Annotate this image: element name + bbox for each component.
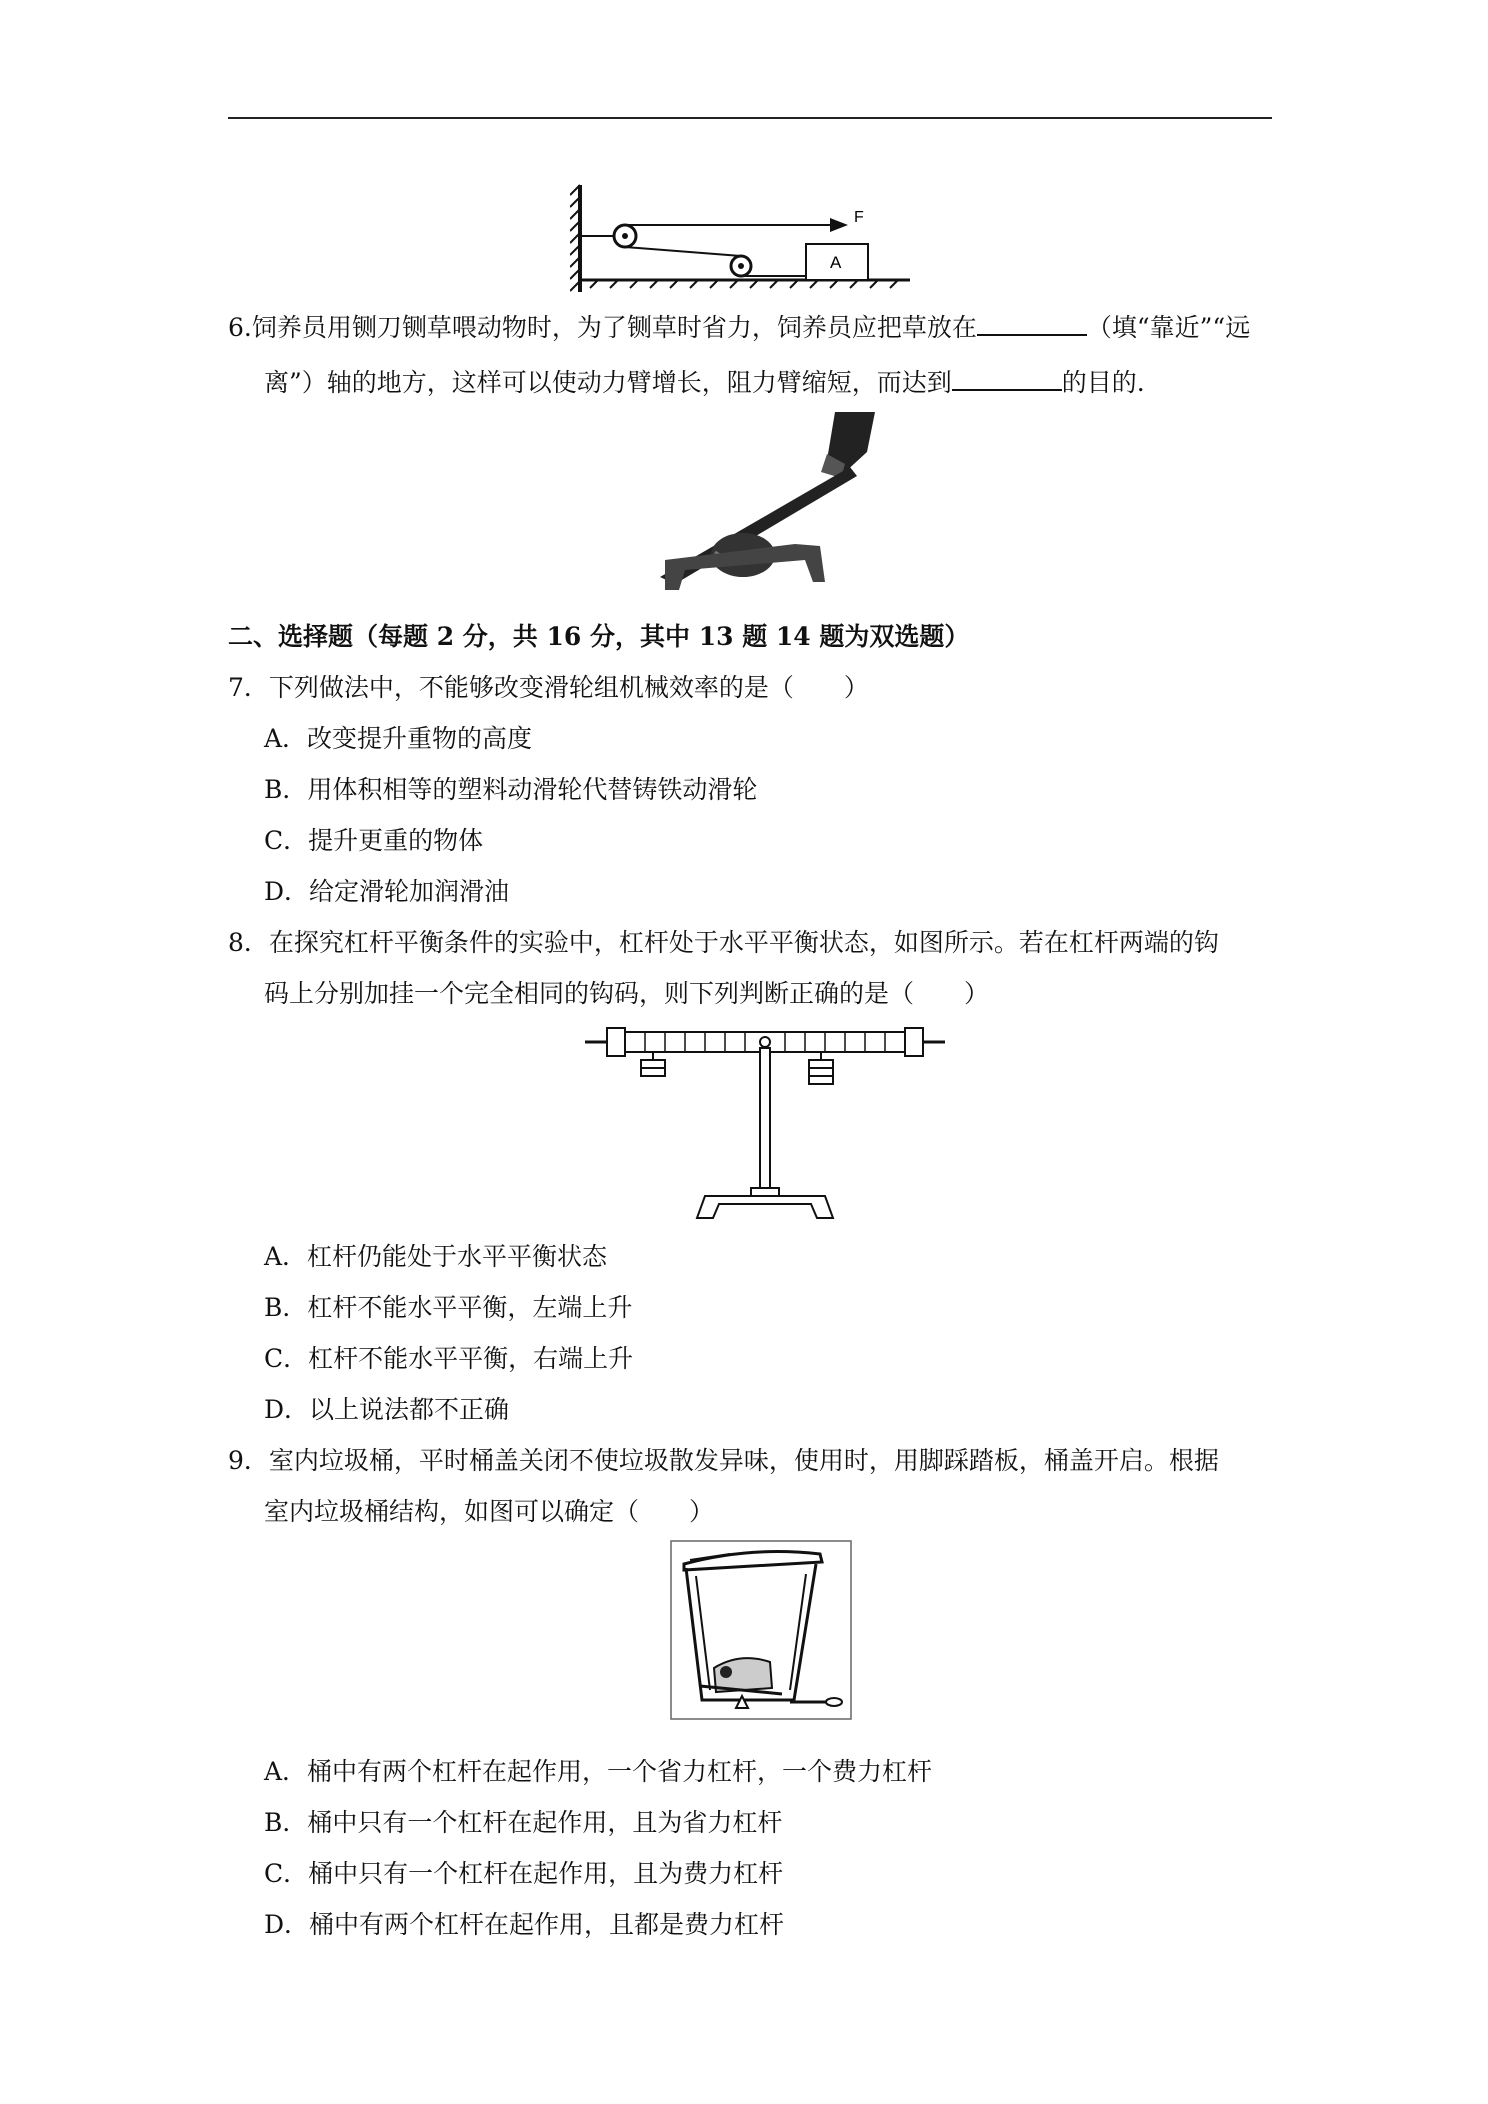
q9-option-c[interactable]: C．桶中只有一个杠杆在起作用，且为费力杠杆 [264, 1859, 784, 1888]
q6-line-2 [264, 365, 1145, 400]
header-rule [228, 117, 1272, 119]
q9-option-d[interactable]: D．桶中有两个杠杆在起作用，且都是费力杠杆 [264, 1910, 785, 1939]
chopper-figure [655, 412, 885, 592]
trash-bin-figure [670, 1540, 852, 1720]
lever-figure [585, 1020, 945, 1220]
q9-stem-1 [228, 1444, 1219, 1478]
section-2-heading: 二、选择题（每题 2 分，共 16 分，其中 13 题 14 题为双选题） [228, 622, 970, 651]
q8-option-a[interactable]: A．杠杆仍能处于水平平衡状态 [264, 1242, 608, 1271]
q6-blank-2 [952, 365, 1062, 391]
q8-stem-text-1: 在探究杠杆平衡条件的实验中，杠杆处于水平平衡状态，如图所示。若在杠杆两端的钩 [268, 928, 1219, 957]
q8-option-c[interactable]: C．杠杆不能水平平衡，右端上升 [264, 1344, 634, 1373]
q7-number: 7． [228, 673, 269, 702]
q6-text-1: 饲养员用铡刀铡草喂动物时，为了铡草时省力，饲养员应把草放在 [251, 313, 977, 342]
q7-stem-text: 下列做法中，不能够改变滑轮组机械效率的是（ ） [268, 673, 869, 702]
q6-line-1 [228, 310, 1250, 345]
q7-option-b[interactable]: B．用体积相等的塑料动滑轮代替铸铁动滑轮 [264, 775, 758, 804]
q6-text-4: 的目的. [1061, 368, 1145, 397]
q6-number: 6. [228, 313, 252, 342]
q8-stem-1 [228, 926, 1219, 960]
q8-option-d[interactable]: D．以上说法都不正确 [264, 1395, 510, 1424]
q9-option-a[interactable]: A．桶中有两个杠杆在起作用，一个省力杠杆，一个费力杠杆 [264, 1757, 933, 1786]
block-label: A [830, 253, 842, 272]
q9-stem-2: 室内垃圾桶结构，如图可以确定（ ） [264, 1497, 715, 1526]
q8-option-b[interactable]: B．杠杆不能水平平衡，左端上升 [264, 1293, 633, 1322]
q7-stem [228, 671, 869, 705]
q9-stem-text-1: 室内垃圾桶，平时桶盖关闭不使垃圾散发异味，使用时，用脚踩踏板，桶盖开启。根据 [268, 1446, 1219, 1475]
force-label: F [854, 209, 864, 226]
q8-number: 8． [228, 928, 269, 957]
q7-option-c[interactable]: C．提升更重的物体 [264, 826, 484, 855]
q6-text-3: 离”）轴的地方，这样可以使动力臂增长，阻力臂缩短，而达到 [264, 368, 952, 397]
q8-stem-2: 码上分别加挂一个完全相同的钩码，则下列判断正确的是（ ） [264, 979, 990, 1008]
q7-option-a[interactable]: A．改变提升重物的高度 [264, 724, 533, 753]
q6-blank-1 [977, 310, 1087, 336]
pulley-figure [570, 180, 930, 295]
q6-text-2: （填“靠近”“远 [1086, 313, 1251, 342]
q9-option-b[interactable]: B．桶中只有一个杠杆在起作用，且为省力杠杆 [264, 1808, 783, 1837]
q7-option-d[interactable]: D．给定滑轮加润滑油 [264, 877, 510, 906]
q9-number: 9． [228, 1446, 269, 1475]
